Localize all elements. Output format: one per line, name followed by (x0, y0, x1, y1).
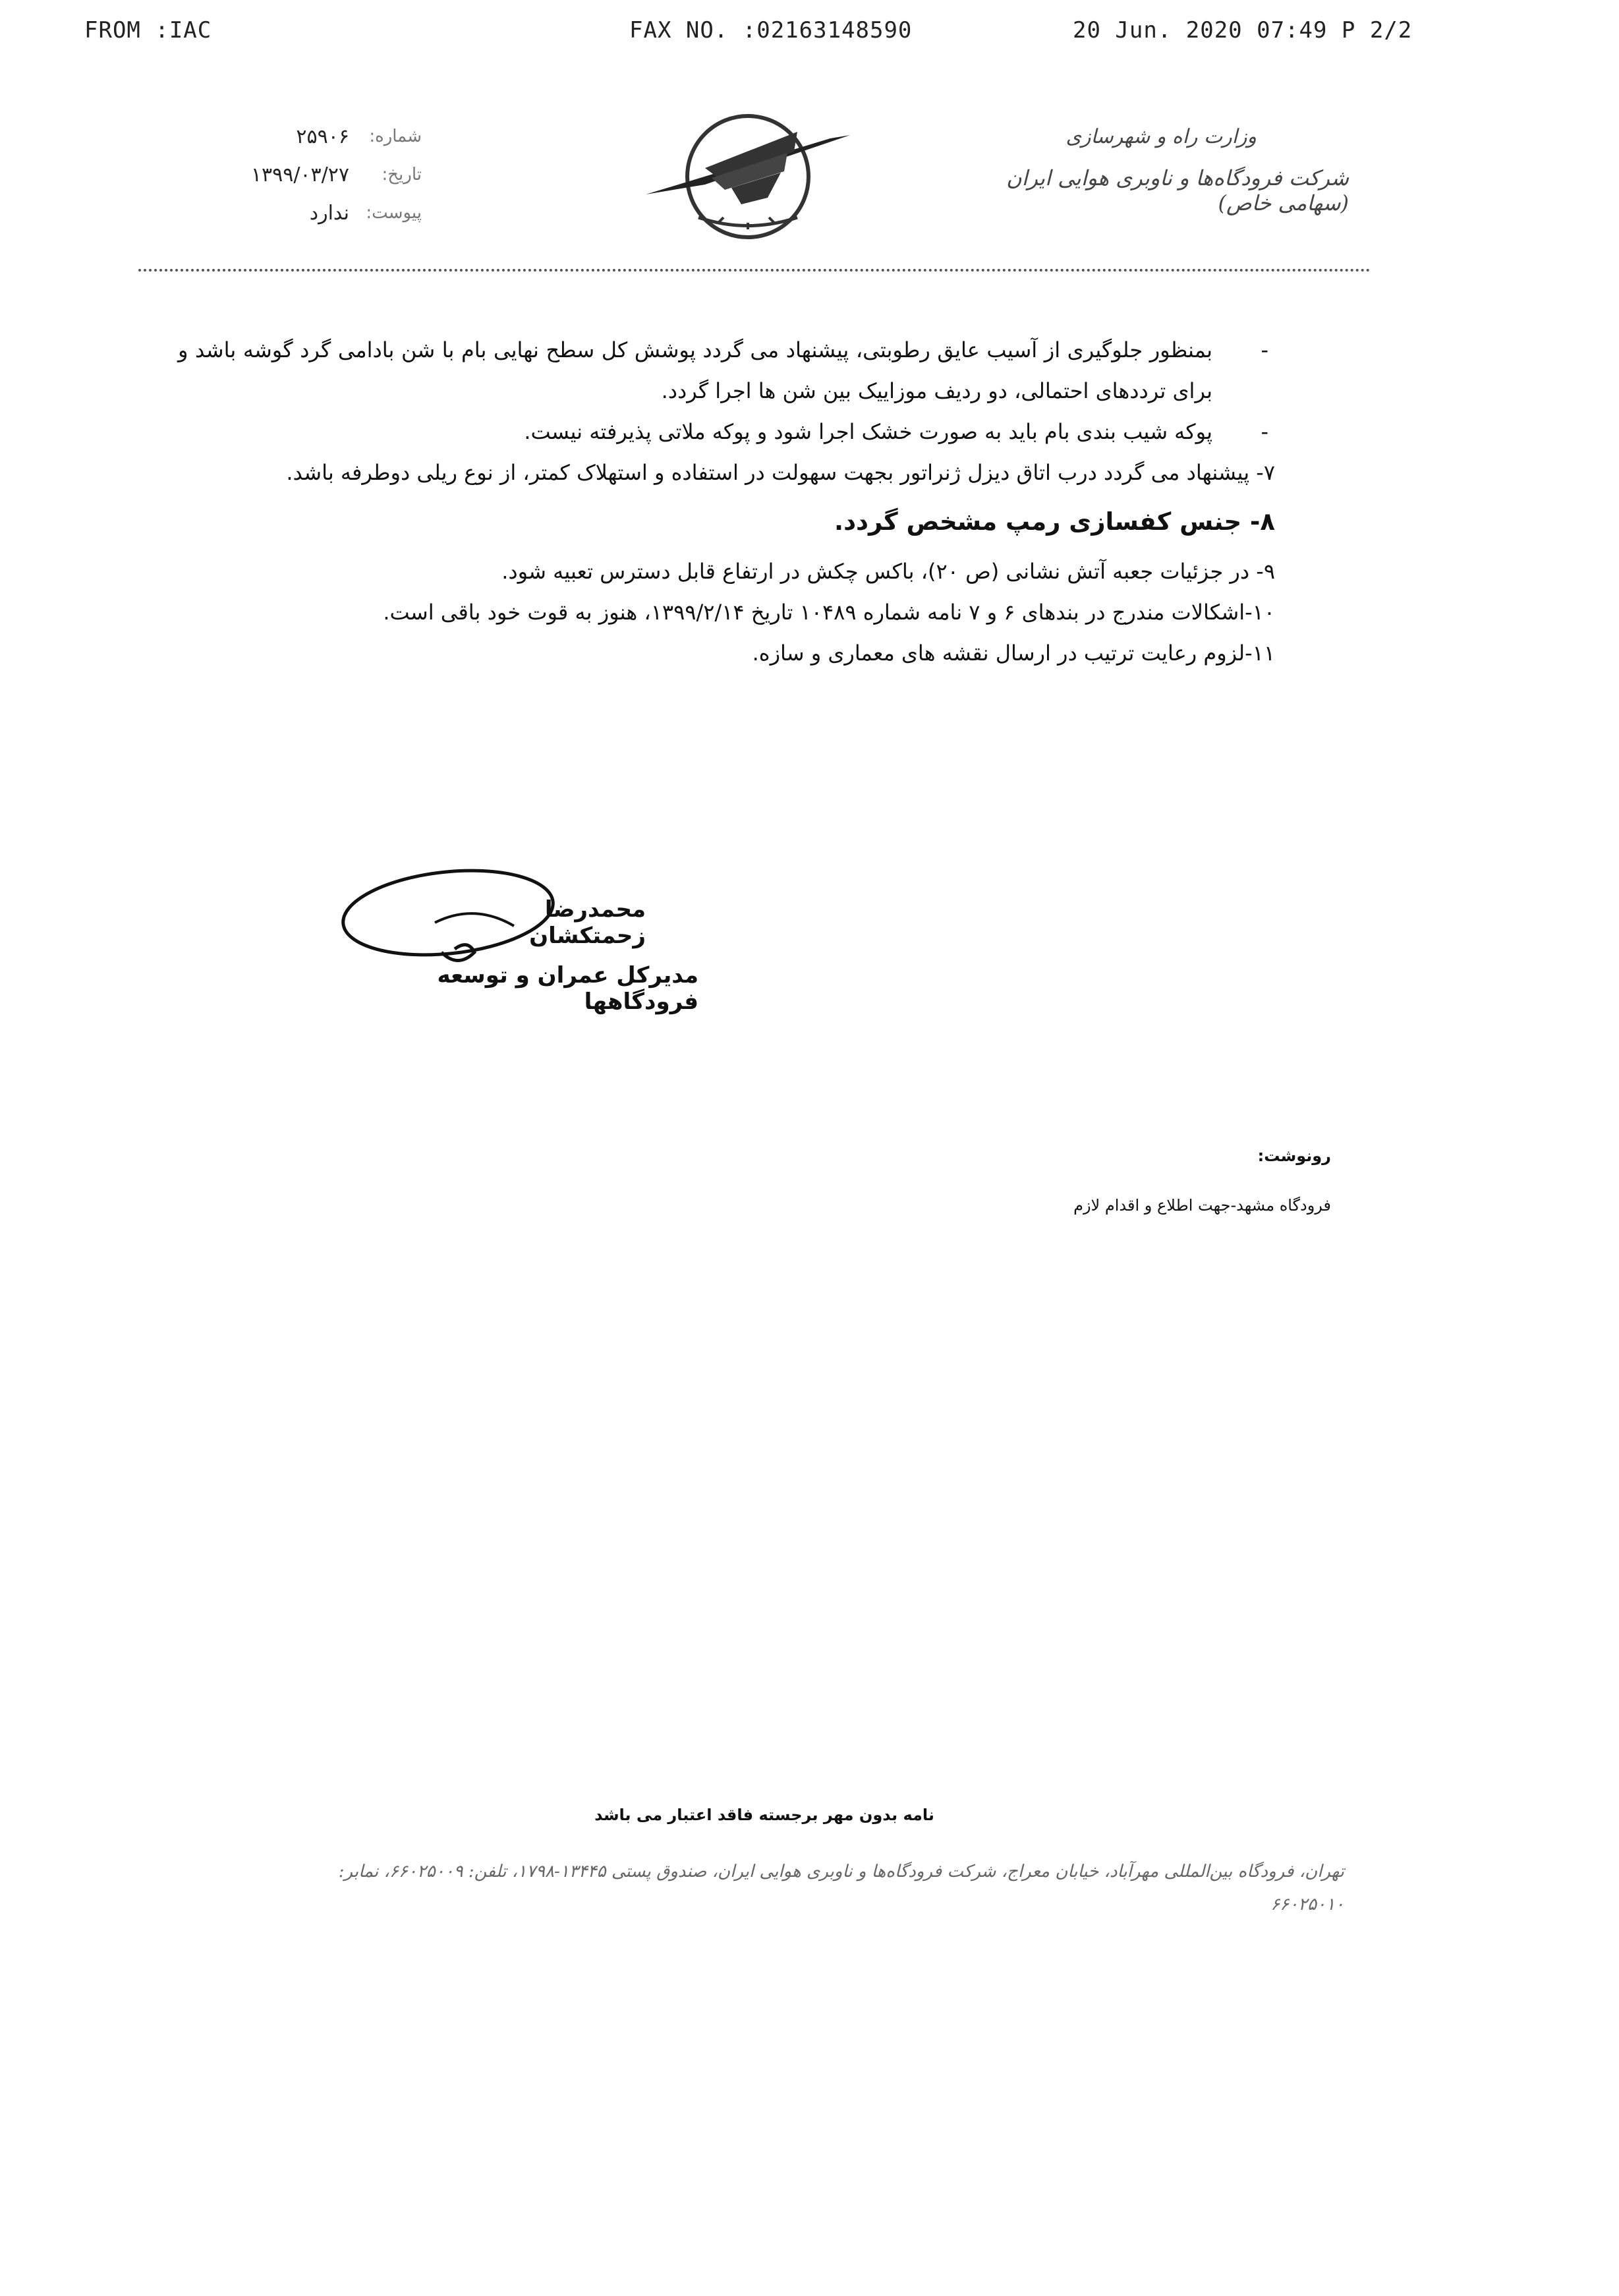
letter-number-row (204, 117, 422, 156)
ministry-name: وزارت راه و شهرسازی (1065, 125, 1257, 148)
copy-label: رونوشت: (1257, 1147, 1331, 1165)
header-divider (138, 269, 1371, 272)
list-item: ۷- پیشنهاد می گردد درب اتاق دیزل ژنراتور بجهت سهولت در استفاده و استهلاک کمتر، از نوع ریلی دوطرفه باشد. (286, 460, 1275, 485)
letter-date-label: تاریخ: (382, 165, 422, 185)
signatory-title: مدیرکل عمران و توسعه فرودگاهها (437, 962, 698, 1015)
dash-bullet-icon: - (1261, 419, 1268, 444)
list-item: ۱۱-لزوم رعایت ترتیب در ارسال نقشه های معماری و سازه. (752, 641, 1275, 666)
copy-recipient: فرودگاه مشهد-جهت اطلاع و اقدام لازم (1073, 1196, 1331, 1215)
letter-attachment-row (204, 194, 422, 232)
fax-from: FROM :IAC (84, 17, 212, 43)
footer-address: تهران، فرودگاه بین‌المللی مهرآباد، خیابان معراج، شرکت فرودگاه‌ها و ناوبری هوایی ایران، صندوق پستی ۱۳۴۴۵-۱۷۹۸، تلفن: ۶۶۰۲۵۰۰۹، نمابر: ۶۶۰۲۵۰۱۰ (338, 1862, 1344, 1914)
letter-meta (204, 117, 422, 232)
letter-number-label: شماره: (369, 127, 422, 146)
airport-company-logo-icon (633, 105, 870, 244)
signatory-name: محمدرضا زحمتکشان (529, 896, 646, 949)
fax-number: FAX NO. :02163148590 (629, 17, 913, 43)
company-name: شرکت فرودگاه‌ها و ناوبری هوایی ایران (سهامی خاص) (1006, 165, 1349, 215)
letter-attachment-value: ندارد (309, 201, 349, 225)
list-item (178, 330, 1275, 411)
letter-date-value: ۱۳۹۹/۰۳/۲۷ (250, 163, 349, 187)
list-item (178, 411, 1275, 452)
dash-bullet-icon: - (1261, 337, 1268, 362)
validity-note: نامه بدون مهر برجسته فاقد اعتبار می باشد (594, 1806, 934, 1824)
organization-header (940, 125, 1349, 215)
letter-body (178, 330, 1275, 674)
list-item: ۹- در جزئیات جعبه آتش نشانی (ص ۲۰)، باکس چکش در ارتفاع قابل دسترس تعبیه شود. (501, 559, 1275, 584)
letter-date-row (204, 156, 422, 194)
letter-attachment-label: پیوست: (366, 203, 422, 223)
bullet-text: بمنظور جلوگیری از آسیب عایق رطوبتی، پیشنهاد می گردد پوشش کل سطح نهایی بام با شن بادامی گرد گوشه باشد و برای ترددهای احتمالی، دو ردیف موزاییک بین شن ها اجرا گردد. (178, 337, 1212, 403)
list-item: ۸- جنس کفسازی رمپ مشخص گردد. (834, 507, 1275, 536)
list-item: ۱۰-اشکالات مندرج در بندهای ۶ و ۷ نامه شماره ۱۰۴۸۹ تاریخ ۱۳۹۹/۲/۱۴، هنوز به قوت خود باقی است. (383, 600, 1275, 625)
letter-number-value: ۲۵۹۰۶ (296, 125, 349, 148)
bullet-text: پوکه شیب بندی بام باید به صورت خشک اجرا شود و پوکه ملاتی پذیرفته نیست. (524, 419, 1212, 444)
fax-date-page: 20 Jun. 2020 07:49 P 2/2 (1073, 17, 1413, 43)
